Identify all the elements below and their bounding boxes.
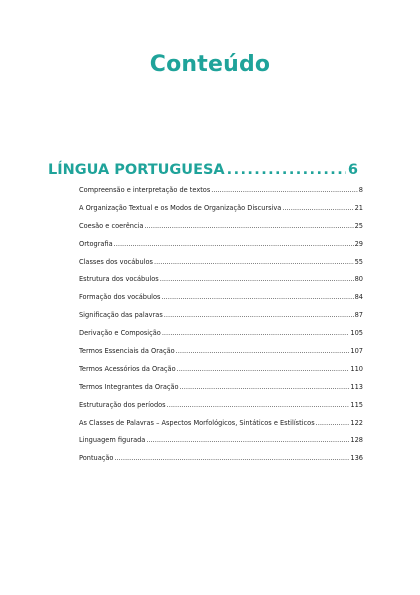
dot-leader [227, 162, 346, 178]
dot-leader [114, 454, 349, 462]
dot-leader [211, 186, 358, 194]
dot-leader [167, 401, 350, 409]
dot-leader [146, 436, 349, 444]
toc-entry-page: 55 [354, 257, 363, 266]
toc-entry[interactable] [79, 401, 363, 419]
dot-leader [316, 419, 350, 427]
section-page-number: 6 [347, 162, 358, 178]
page-title: Conteúdo [149, 52, 271, 77]
toc-entry-page: 87 [354, 311, 363, 320]
toc-entry[interactable] [79, 275, 363, 293]
dot-leader [180, 383, 350, 391]
toc-list [79, 186, 363, 472]
dot-leader [114, 240, 354, 248]
dot-leader [154, 258, 354, 266]
toc-entry-page: 113 [350, 382, 363, 391]
toc-entry[interactable] [79, 204, 363, 222]
toc-entry[interactable] [79, 258, 363, 276]
toc-entry-title: Estrutura dos vocábulos [79, 275, 159, 284]
toc-entry-title: Compreensão e interpretação de textos [79, 186, 211, 194]
toc-entry-page: 105 [350, 329, 363, 338]
dot-leader [282, 204, 353, 212]
toc-entry-title: Termos Essenciais da Oração [79, 347, 175, 356]
toc-entry[interactable] [79, 240, 363, 258]
toc-entry[interactable] [79, 383, 363, 401]
toc-entry-page: 8 [358, 186, 363, 194]
toc-entry-page: 110 [350, 364, 363, 373]
toc-entry-page: 136 [350, 454, 363, 463]
toc-entry-title: Classes dos vocábulos [79, 257, 153, 266]
toc-entry-page: 80 [354, 275, 363, 284]
dot-leader [162, 329, 350, 337]
toc-entry-title: Termos Acessórios da Oração [79, 364, 176, 373]
toc-entry-title: Ortografia [79, 239, 113, 248]
section-heading [48, 162, 358, 178]
toc-entry-page: 21 [354, 203, 363, 212]
toc-entry-title: Linguagem figurada [79, 436, 146, 445]
dot-leader [160, 275, 354, 283]
toc-entry-title: Derivação e Composição [79, 329, 161, 338]
toc-entry[interactable] [79, 347, 363, 365]
toc-entry-page: 29 [354, 239, 363, 248]
toc-entry-title: Formação dos vocábulos [79, 293, 161, 302]
toc-entry-title: Pontuação [79, 454, 114, 463]
toc-entry[interactable] [79, 436, 363, 454]
toc-entry-page: 115 [350, 400, 363, 409]
toc-entry-title: Termos Integrantes da Oração [79, 382, 179, 391]
toc-entry-title: Coesão e coerência [79, 221, 144, 230]
toc-entry[interactable] [79, 186, 363, 204]
dot-leader [176, 347, 350, 355]
toc-entry[interactable] [79, 329, 363, 347]
toc-entry-page: 84 [354, 293, 363, 302]
dot-leader [144, 222, 353, 230]
toc-entry[interactable] [79, 293, 363, 311]
toc-entry-page: 128 [350, 436, 363, 445]
toc-entry[interactable] [79, 311, 363, 329]
dot-leader [177, 365, 350, 373]
toc-entry[interactable] [79, 365, 363, 383]
toc-entry-title: As Classes de Palavras – Aspectos Morfológicos, Sintáticos e Estilísticos [79, 418, 315, 427]
toc-entry[interactable] [79, 419, 363, 437]
toc-entry[interactable] [79, 222, 363, 240]
dot-leader [161, 293, 353, 301]
toc-entry-title: Significação das palavras [79, 311, 163, 320]
toc-entry-page: 25 [354, 221, 363, 230]
toc-entry-page: 107 [350, 347, 363, 356]
toc-entry-title: A Organização Textual e os Modos de Organização Discursiva [79, 203, 282, 212]
section-title: LÍNGUA PORTUGUESA [48, 162, 225, 178]
dot-leader [164, 311, 354, 319]
toc-entry-page: 122 [350, 418, 363, 427]
toc-entry-title: Estruturação dos períodos [79, 400, 166, 409]
toc-entry[interactable] [79, 454, 363, 472]
